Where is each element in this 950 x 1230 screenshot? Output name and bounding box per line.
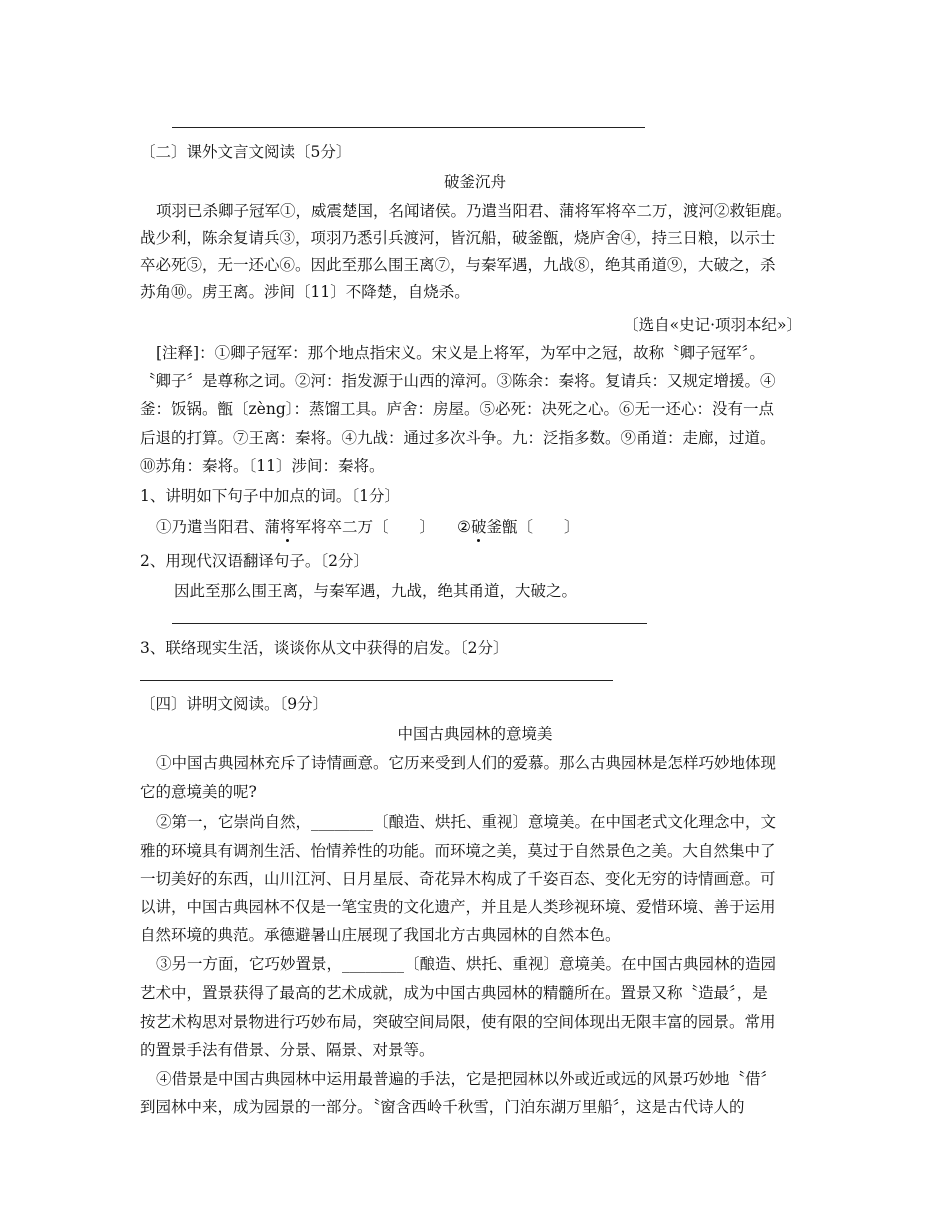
notes-line: ⑩苏角：秦将。〔11〕涉间：秦将。 [140, 457, 385, 475]
question-2: 2、用现代汉语翻译句子。〔2分〕 [140, 552, 369, 570]
passage-line: ①中国古典园林充斥了诗情画意。它历来受到人们的爱慕。那么古典园林是怎样巧妙地体现 [156, 754, 777, 772]
notes-line: 〝卿子〞是尊称之词。②河：指发源于山西的漳河。③陈余：秦将。复请兵：又规定增援。④ [140, 372, 776, 390]
passage-line: 按艺术构思对景物进行巧妙布局，突破空间局限，使有限的空间体现出无限丰富的园景。常用 [140, 1013, 776, 1031]
passage-title: 中国古典园林的意境美 [397, 725, 553, 743]
section-heading: 〔四〕讲明文阅读。〔9分〕 [140, 695, 329, 713]
q1-item-b-text: 釜甑〔 〕 [486, 518, 580, 536]
passage-line: 的置景手法有借景、分景、隔景、对景等。 [140, 1041, 435, 1059]
question-1-items [156, 517, 579, 537]
question-2-sentence: 因此至那么围王离，与秦军遇，九战，绝其甬道，大破之。 [174, 582, 578, 600]
passage-line: 战少利，陈余复请兵③，项羽乃悉引兵渡河，皆沉船，破釜甑，烧庐舍④，持三日粮，以示士 [140, 229, 776, 247]
notes-line: 釜：饭锅。甑〔zèng〕：蒸馏工具。庐舍：房屋。⑤必死：决死之心。⑥无一还心：没有一点 [140, 400, 774, 418]
passage-line: 艺术中，置景获得了最高的艺术成就，成为中国古典园林的精髓所在。置景又称〝造最〞，是 [140, 984, 768, 1002]
passage-line: 以讲，中国古典园林不仅是一笔宝贵的文化遗产，并且是人类珍视环境、爱惜环境、善于运用 [140, 898, 776, 916]
passage-source: 〔选自«史记·项羽本纪»〕 [623, 316, 802, 334]
section-heading: 〔二〕课外文言文阅读〔5分〕 [140, 143, 352, 161]
passage-line: ②第一，它崇尚自然，________〔酿造、烘托、重视〕意境美。在中国老式文化理念中，文 [156, 813, 777, 831]
passage-line: 项羽已杀卿子冠军①，威震楚国，名闻诸侯。乃遣当阳君、蒲将军将卒二万，渡河②救钜鹿。 [156, 202, 792, 220]
passage-line: 它的意境美的呢? [140, 783, 257, 801]
passage-title: 破釜沉舟 [443, 173, 506, 191]
q1-item-a-text: ①乃遣当阳君、蒲 [156, 518, 281, 536]
passage-line: 到园林中来，成为园景的一部分。〝窗含西岭千秋雪，门泊东湖万里船〞，这是古代诗人的 [140, 1098, 745, 1116]
passage-line: 苏角⑩。虏王离。涉间〔11〕不降楚，自烧杀。 [140, 283, 470, 301]
passage-line: ③另一方面，它巧妙置景，________〔酿造、烘托、重视〕意境美。在中国古典园林的造园 [156, 955, 777, 973]
passage-line: ④借景是中国古典园林中运用最普遍的手法，它是把园林以外或近或远的风景巧妙地〝借〞 [156, 1070, 777, 1088]
notes-line: [注释]：①卿子冠军：那个地点指宋义。宋义是上将军，为军中之冠，故称〝卿子冠军〞。 [156, 344, 765, 362]
q1-item-a-text: 军将卒二万〔 〕 [295, 518, 436, 536]
answer-line-top [172, 127, 645, 128]
notes-line: 后退的打算。⑦王离：秦将。④九战：通过多次斗争。九：泛指多数。⑨甬道：走廊，过道。 [140, 429, 776, 447]
question-3: 3、联络现实生活，谈谈你从文中获得的启发。〔2分〕 [140, 639, 509, 657]
passage-line: 一切美好的东西，山川江河、日月星辰、奇花异木构成了千姿百态、变化无穷的诗情画意。可 [140, 870, 776, 888]
answer-line [172, 623, 647, 624]
answer-line [140, 680, 613, 681]
passage-line: 卒必死⑤，无一还心⑥。因此至那么围王离⑦，与秦军遇，九战⑧，绝其甬道⑨，大破之，杀 [140, 256, 776, 274]
emphasis-dot-char: 将 [280, 518, 296, 536]
passage-line: 雅的环境具有调剂生活、怡情养性的功能。而环境之美，莫过于自然景色之美。大自然集中了 [140, 842, 776, 860]
passage-line: 自然环境的典范。承德避暑山庄展现了我国北方古典园林的自然本色。 [140, 926, 621, 944]
emphasis-dot-char: 破 [470, 518, 487, 536]
question-1: 1、讲明如下句子中加点的词。〔1分〕 [140, 487, 400, 505]
q1-item-b-text: ② [457, 518, 471, 536]
